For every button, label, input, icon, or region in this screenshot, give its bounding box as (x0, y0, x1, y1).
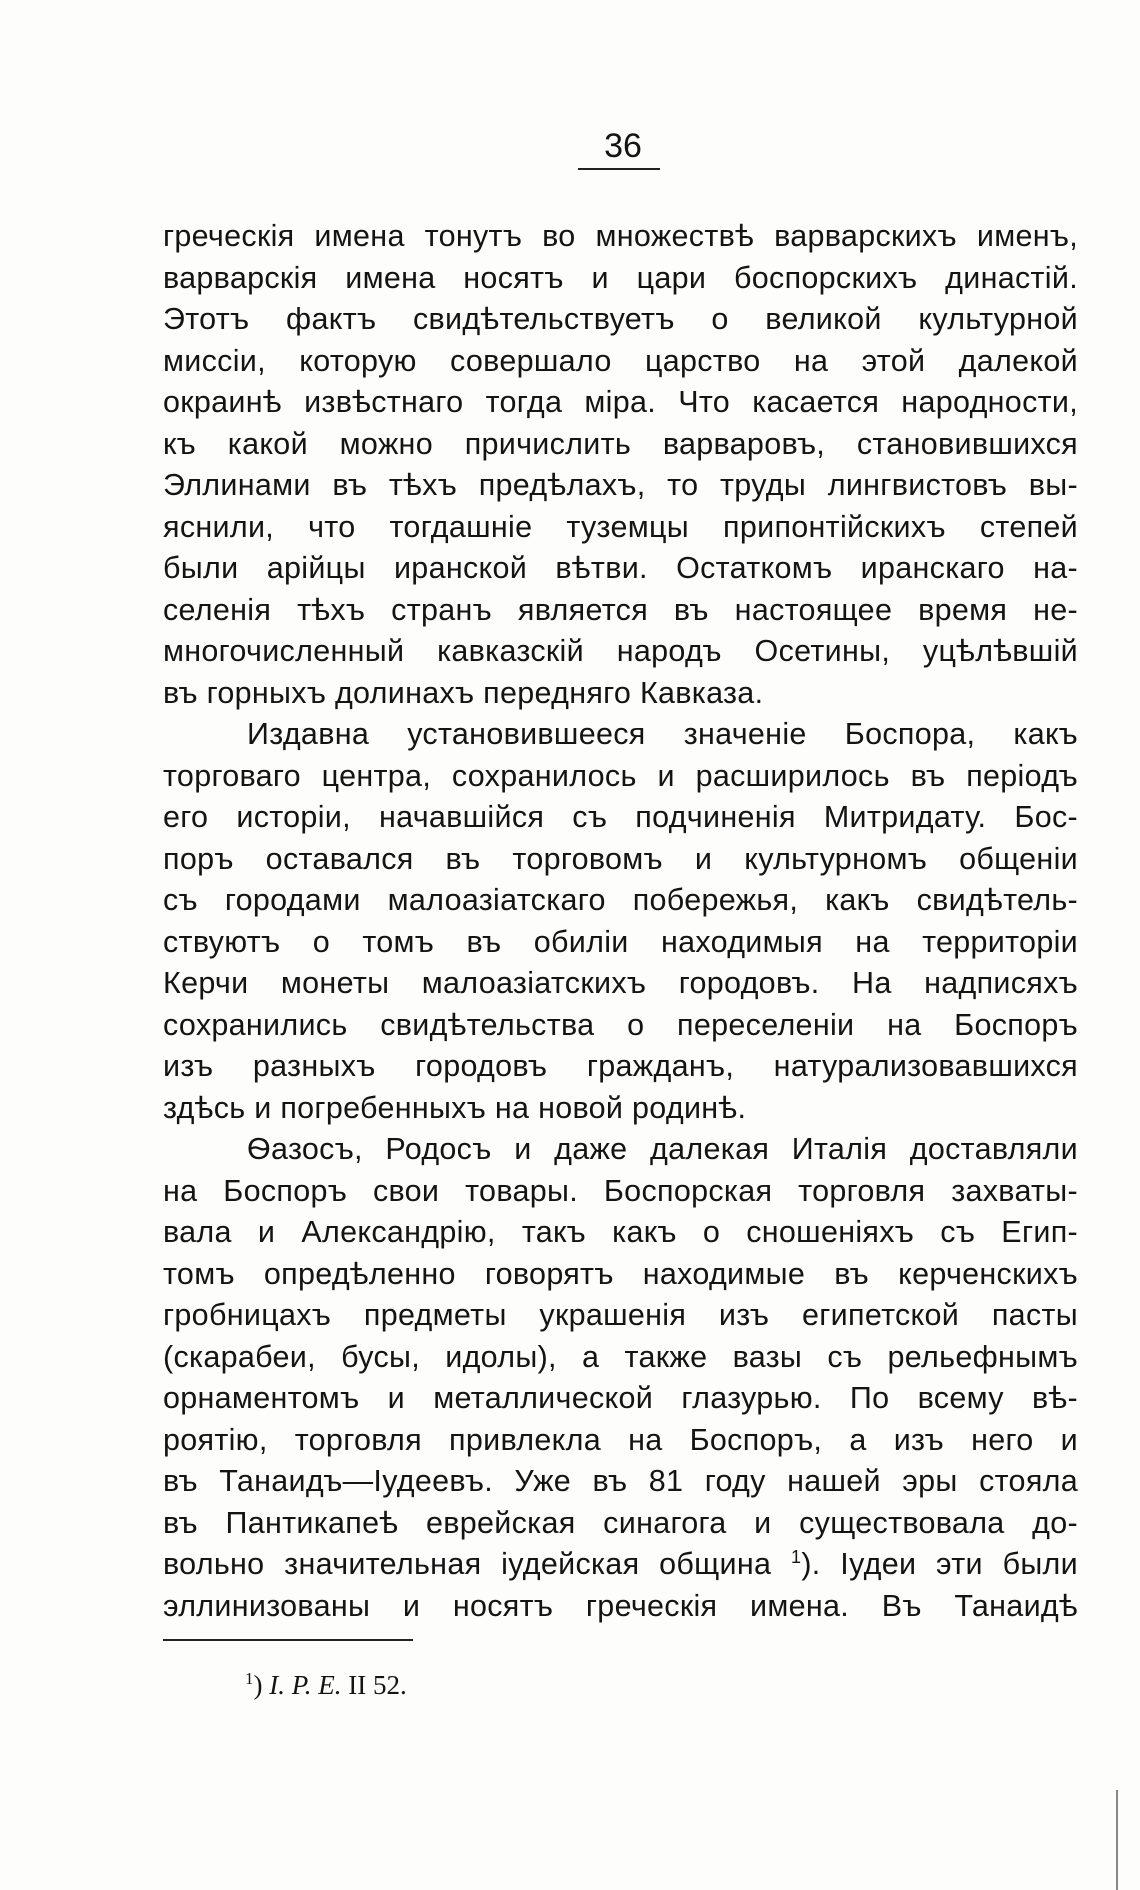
page-edge-mark (1110, 1790, 1118, 1890)
text-line: роятію, торговля привлекла на Боспоръ, а изъ него и (163, 1422, 1078, 1457)
text-line: томъ опредѣленно говорятъ находимые въ керченскихъ (163, 1256, 1078, 1291)
text-line: миссіи, которую совершало царство на этой далекой (163, 343, 1078, 378)
text-line: въ горныхъ долинахъ передняго Кавказа. (163, 675, 764, 710)
text-line: многочисленный кавказскій народъ Осетины, уцѣлѣвшій (163, 634, 1078, 668)
text-line: (скарабеи, бусы, идолы), а также вазы съ рельефнымъ (163, 1339, 1078, 1374)
text-line: яснили, что тогдашніе туземцы припонтійскихъ степей (163, 509, 1078, 544)
text-line: поръ оставался въ торговомъ и культурномъ общеніи (163, 841, 1078, 876)
text-line: Издавна установившееся значеніе Боспора, какъ (247, 717, 1078, 751)
text-line: орнаментомъ и металлической глазурью. По всему вѣ- (163, 1381, 1078, 1415)
text-line: вала и Александрію, такъ какъ о сношеніяхъ съ Егип- (163, 1215, 1078, 1249)
paragraph-2 (163, 714, 1078, 1129)
footnote-marker: 1 (245, 1669, 254, 1688)
text-line: греческія имена тонутъ во множествѣ варварскихъ именъ, (163, 219, 1078, 253)
text-line: здѣсь и погребенныхъ на новой родинѣ. (163, 1090, 747, 1125)
footnote-reference: 1 (791, 1546, 802, 1567)
page-number-underline (578, 168, 660, 170)
text-line: въ Танаидъ—Іудеевъ. Уже въ 81 году нашей эры стояла (163, 1464, 1078, 1498)
text-line: варварскія имена носятъ и цари боспорскихъ династій. (163, 260, 1078, 295)
text-line-with-footnote-ref (163, 1544, 1078, 1586)
footnote-separator (163, 1639, 413, 1641)
text-line: гробницахъ предметы украшенія изъ египетской пасты (163, 1298, 1078, 1332)
text-line: Этотъ фактъ свидѣтельствуетъ о великой культурной (163, 302, 1078, 336)
text-line: на Боспоръ свои товары. Боспорская торговля захваты- (163, 1173, 1078, 1208)
text-line: сохранились свидѣтельства о переселеніи на Боспоръ (163, 1007, 1078, 1042)
page-number: 36 (604, 127, 642, 165)
text-line: Ѳазосъ, Родосъ и даже далекая Италія доставляли (247, 1132, 1078, 1166)
text-line: въ Пантикапеѣ еврейская синагога и существовала до- (163, 1505, 1078, 1540)
text-line: его исторіи, начавшійся съ подчиненія Митридату. Бос- (163, 800, 1078, 834)
text-line: съ городами малоазіатскаго побережья, какъ свидѣтель- (163, 883, 1078, 917)
paragraph-3 (163, 1129, 1078, 1627)
text-line: Эллинами въ тѣхъ предѣлахъ, то труды лингвистовъ вы- (163, 468, 1078, 502)
footnote-paren: ) (253, 1670, 263, 1700)
text-line: изъ разныхъ городовъ гражданъ, натурализовавшихся (163, 1049, 1078, 1083)
text-line: ствуютъ о томъ въ обиліи находимыя на территоріи (163, 924, 1078, 959)
text-line: къ какой можно причислить варваровъ, становившихся (163, 426, 1078, 461)
body-text (163, 216, 1078, 1627)
text-line: эллинизованы и носятъ греческія имена. Въ Танаидѣ (163, 1588, 1078, 1623)
text-segment: вольно значительная іудейская община (163, 1547, 792, 1581)
text-line: селенія тѣхъ странъ является въ настоящее время не- (163, 592, 1078, 627)
footnote-source: I. P. E. (269, 1670, 342, 1700)
text-line: Керчи монеты малоазіатскихъ городовъ. На надписяхъ (163, 966, 1078, 1000)
paragraph-1 (163, 216, 1078, 714)
text-line: торговаго центра, сохранилось и расширилось въ періодъ (163, 758, 1078, 793)
footnote (245, 1662, 407, 1702)
text-line: окраинѣ извѣстнаго тогда міра. Что касается народности, (163, 385, 1078, 419)
text-line: были арійцы иранской вѣтви. Остаткомъ иранскаго на- (163, 551, 1078, 585)
text-segment: ). Іудеи эти были (801, 1547, 1078, 1581)
footnote-ref: II 52. (348, 1670, 407, 1700)
